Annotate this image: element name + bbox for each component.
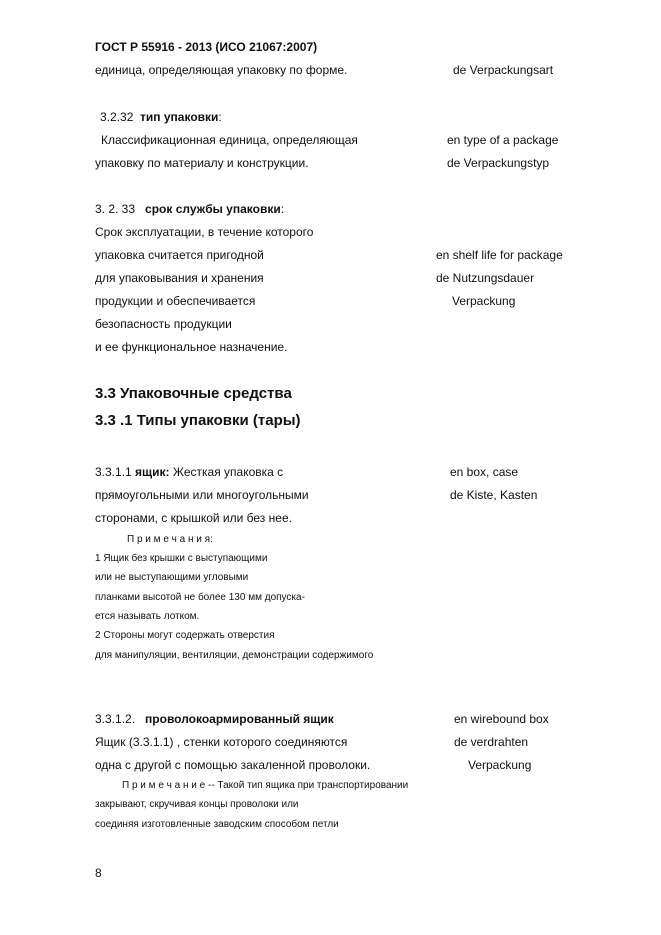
definition-line: безопасность продукции bbox=[95, 317, 232, 331]
term-colon: : bbox=[280, 202, 285, 216]
en-term: en shelf life for package bbox=[436, 248, 563, 262]
page-number: 8 bbox=[95, 866, 102, 880]
note-line: 2 Стороны могут содержать отверстия bbox=[95, 630, 275, 641]
definition-line: упаковку по материалу и конструкции. bbox=[95, 156, 309, 170]
term-number: 3.3.1.1 bbox=[95, 465, 132, 479]
notes-title: П р и м е ч а н и я: bbox=[127, 534, 213, 545]
de-term: de Kiste, Kasten bbox=[450, 488, 538, 502]
term-number: 3.2.32 bbox=[100, 110, 134, 124]
en-term: en wirebound box bbox=[454, 712, 549, 726]
definition-line: сторонами, с крышкой или без нее. bbox=[95, 511, 292, 525]
note-line: ется называть лотком. bbox=[95, 611, 200, 622]
definition-line: и ее функциональное назначение. bbox=[95, 340, 288, 354]
intro-line: единица, определяющая упаковку по форме. bbox=[95, 63, 348, 77]
term-number: 3.3.1.2. bbox=[95, 712, 136, 726]
subsection-heading: 3.3 .1 Типы упаковки (тары) bbox=[95, 412, 301, 429]
page-header: ГОСТ Р 55916 - 2013 (ИСО 21067:2007) bbox=[95, 40, 318, 54]
de-term: de Nutzungsdauer bbox=[436, 271, 535, 285]
term-title: проволокоармированный ящик bbox=[145, 712, 334, 726]
definition-line: Классификационная единица, определяющая bbox=[101, 133, 358, 147]
de-term: de verdrahten bbox=[454, 735, 529, 749]
note-line: соединяя изготовленные заводским способом петли bbox=[95, 819, 339, 830]
de-term: de Verpackungstyp bbox=[447, 156, 550, 170]
note-line: для манипуляции, вентиляции, демонстрации содержимого bbox=[95, 650, 374, 661]
term-3-3-1-2-heading bbox=[95, 712, 334, 726]
definition-line: одна с другой с помощью закаленной проволоки. bbox=[95, 758, 371, 772]
definition-line: прямоугольными или многоугольными bbox=[95, 488, 309, 502]
definition-line: продукции и обеспечивается bbox=[95, 294, 256, 308]
note-label: П р и м е ч а н и е bbox=[122, 780, 206, 791]
term-title: срок службы упаковки bbox=[145, 202, 281, 216]
note-text: -- Такой тип ящика при транспортировании bbox=[205, 780, 409, 791]
de-term-continued: Verpackung bbox=[468, 758, 532, 772]
term-colon: : bbox=[218, 110, 222, 124]
de-term-continued: Verpackung bbox=[452, 294, 516, 308]
note-line: планками высотой не более 130 мм допуска- bbox=[95, 592, 305, 603]
term-3-3-1-1-heading bbox=[95, 465, 283, 479]
definition-line: Ящик (3.3.1.1) , стенки которого соединяются bbox=[95, 735, 348, 749]
intro-de-term: de Verpackungsart bbox=[453, 63, 554, 77]
section-heading: 3.3 Упаковочные средства bbox=[95, 385, 292, 402]
term-title: ящик: bbox=[135, 465, 170, 479]
definition-line: Срок эксплуатации, в течение которого bbox=[95, 225, 314, 239]
note-line: 1 Ящик без крышки с выступающими bbox=[95, 553, 268, 564]
definition-line: упаковка считается пригодной bbox=[95, 248, 264, 262]
note-line: или не выступающими угловыми bbox=[95, 572, 249, 583]
en-term: en box, case bbox=[450, 465, 519, 479]
term-title: тип упаковки bbox=[140, 110, 219, 124]
en-term: en type of a package bbox=[447, 133, 559, 147]
note-line bbox=[122, 780, 408, 792]
definition-line: Жесткая упаковка с bbox=[169, 465, 284, 479]
note-line: закрывают, скручивая концы проволоки или bbox=[95, 799, 299, 810]
term-number: 3. 2. 33 bbox=[95, 202, 136, 216]
definition-line: для упаковывания и хранения bbox=[95, 271, 264, 285]
term-3-2-33-heading bbox=[95, 202, 284, 216]
term-3-2-32-heading bbox=[100, 110, 222, 124]
